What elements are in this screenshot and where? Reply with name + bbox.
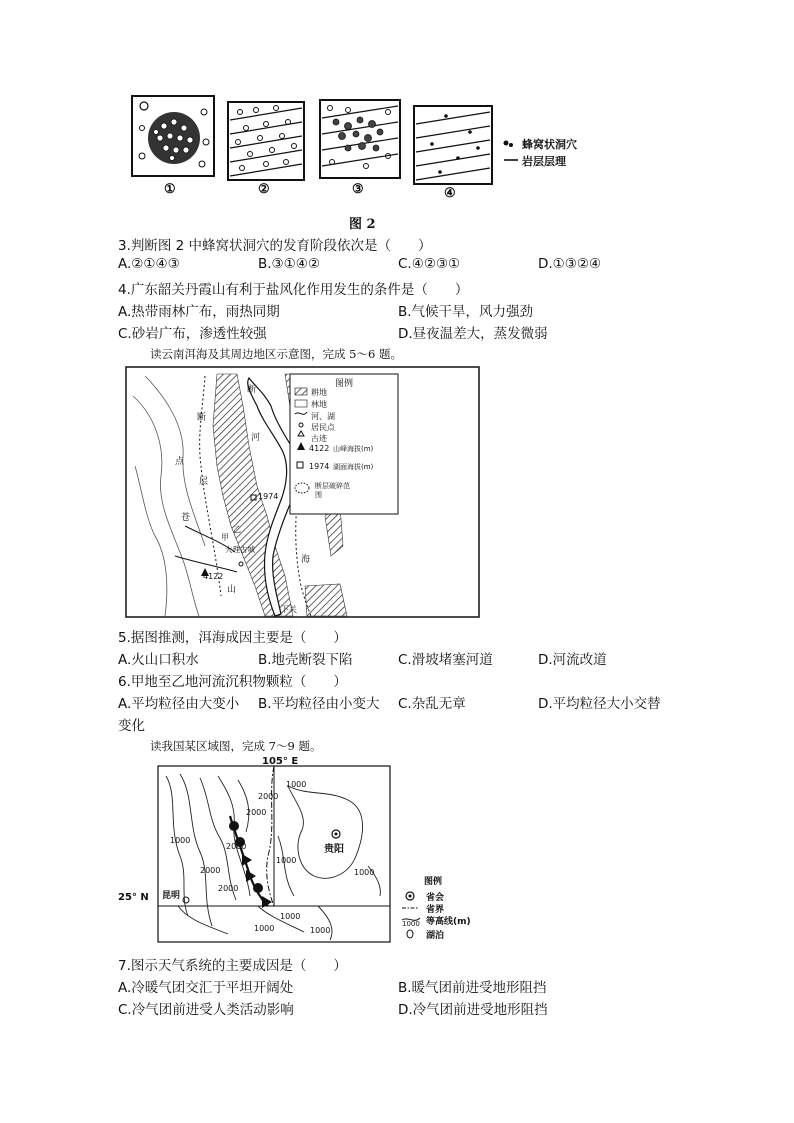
map1-label-jia: 甲: [221, 533, 229, 542]
map1-legend-lake: 湖面海拔(m): [333, 463, 374, 471]
panel-1-honeycomb: [132, 96, 214, 176]
panel-label-1: ①: [164, 182, 176, 197]
figure-2-legend-symbols: [504, 141, 519, 161]
panel-4-strata-few-holes: [414, 106, 492, 184]
map1-label-shan: 山: [227, 585, 237, 595]
map1-legend-heritage: 古迹: [311, 434, 327, 443]
map2-latitude: 25° N: [118, 892, 149, 903]
map1-label-xiaguan: 下关: [281, 605, 297, 614]
q5-option-b: B.地壳断裂下陷: [258, 652, 353, 668]
erhai-map-drawing: [125, 366, 480, 618]
q5-stem: 5.据图推测，洱海成因主要是（ ）: [118, 630, 347, 646]
map1-label-dian: 点: [175, 457, 185, 467]
q3-option-b: B.③①④②: [258, 256, 320, 272]
map1-legend-title: 图例: [335, 379, 354, 389]
panel-label-3: ③: [352, 182, 364, 197]
q4-option-c: C.砂岩广布，渗透性较强: [118, 326, 267, 342]
map2-city-kunming: 昆明: [162, 891, 181, 901]
map1-legend-farmland: 耕地: [311, 388, 327, 397]
q7-option-d: D.冷气团前进受地形阻挡: [398, 1002, 548, 1018]
contour-label: 1000: [354, 868, 375, 877]
map2-longitude: 105° E: [262, 756, 299, 767]
map2-legend-contour: 等高线(m): [426, 917, 471, 927]
q6-stem: 6.甲地至乙地河流沉积物颗粒（ ）: [118, 674, 347, 690]
map1-label-he: 河: [251, 433, 261, 443]
q3-option-d: D.①③②④: [538, 256, 602, 272]
map1-legend-fault: 断层破碎范围: [315, 482, 350, 499]
legend-honeycomb-label: 蜂窝状洞穴: [522, 138, 577, 151]
contour-label: 1000: [310, 926, 331, 935]
map1-label-yi: 乙: [233, 525, 241, 534]
map1-legend-forest: 林地: [311, 400, 327, 409]
panel-3-dense-holes: [320, 100, 400, 178]
contour-label: 1000: [280, 912, 301, 921]
map1-legend-peak-value: 4122: [309, 444, 330, 453]
farmland-south: [305, 584, 347, 616]
figure-2-caption: 图 2: [349, 217, 376, 232]
q7-option-b: B.暖气团前进受地形阻挡: [398, 980, 547, 996]
map1-label-cang: 苍: [181, 513, 191, 523]
figure-2: [126, 92, 596, 212]
map1-label-peak: 4122: [203, 572, 224, 581]
q7-option-a: A.冷暖气团交汇于平坦开阔处: [118, 980, 294, 996]
map1-legend-peak: 山峰海拔(m): [333, 445, 374, 453]
contour-label: 2000: [218, 884, 239, 893]
intro-7-9: 读我国某区域图，完成 7～9 题。: [150, 739, 322, 753]
map1-label-ceng: 层: [199, 477, 209, 487]
map1-legend-river-lake: 河、湖: [311, 412, 335, 421]
map2-city-guiyang: 贵阳: [324, 844, 344, 855]
q4-option-a: A.热带雨林广布，雨热同期: [118, 304, 280, 320]
map1-legend-lake-value: 1974: [309, 462, 330, 471]
q6-option-c: C.杂乱无章: [398, 696, 466, 712]
map2-legend-contour-value: 1000: [402, 920, 420, 928]
q4-option-d: D.昼夜温差大，蒸发微弱: [398, 326, 548, 342]
legend-strata-label: 岩层层理: [522, 155, 566, 168]
contour-label: 1000: [276, 856, 297, 865]
contour-label: 1000: [254, 924, 275, 933]
q7-option-c: C.冷气团前进受人类活动影响: [118, 1002, 294, 1018]
q3-option-c: C.④②③①: [398, 256, 461, 272]
map1-label-duan1: 断: [247, 385, 257, 395]
contour-label: 2000: [246, 808, 267, 817]
panel-label-2: ②: [258, 182, 270, 197]
contour-label: 2000: [226, 842, 247, 851]
map1-legend-settlement: 居民点: [311, 423, 335, 432]
panel-label-4: ④: [444, 186, 456, 201]
map2-legend-title: 图例: [424, 877, 443, 887]
erhai-map: [125, 366, 480, 618]
intro-5-6: 读云南洱海及其周边地区示意图，完成 5～6 题。: [150, 347, 402, 361]
q6-option-continuation: 变化: [118, 718, 145, 734]
region-map: [118, 756, 518, 946]
map1-label-duan2: 断: [197, 413, 207, 423]
q5-option-d: D.河流改道: [538, 652, 607, 668]
map2-legend-capital: 省会: [426, 893, 445, 903]
q5-option-a: A.火山口积水: [118, 652, 199, 668]
q3-option-a: A.②①④③: [118, 256, 180, 272]
contour-label: 1000: [286, 780, 307, 789]
contour-label: 2000: [200, 866, 221, 875]
map1-label-lake-elev: 1974: [258, 492, 279, 501]
map1-label-hai: 海: [301, 555, 311, 565]
q6-option-a: A.平均粒径由大变小: [118, 696, 240, 712]
contour-label: 2000: [258, 792, 279, 801]
map2-legend-lake: 湖泊: [426, 931, 445, 941]
q4-option-b: B.气候干旱，风力强劲: [398, 304, 534, 320]
q7-stem: 7.图示天气系统的主要成因是（ ）: [118, 958, 347, 974]
q5-option-c: C.滑坡堵塞河道: [398, 652, 493, 668]
map2-legend-province: 省界: [426, 905, 445, 915]
q3-stem: 3.判断图 2 中蜂窝状洞穴的发育阶段依次是（ ）: [118, 238, 432, 254]
q6-option-d: D.平均粒径大小交替: [538, 696, 661, 712]
q6-option-b: B.平均粒径由小变大: [258, 696, 380, 712]
map1-label-dali: 大理古城: [225, 545, 255, 554]
q4-stem: 4.广东韶关丹霞山有利于盐风化作用发生的条件是（ ）: [118, 282, 469, 298]
panel-2-strata-holes: [228, 102, 304, 180]
contour-label: 1000: [170, 836, 191, 845]
